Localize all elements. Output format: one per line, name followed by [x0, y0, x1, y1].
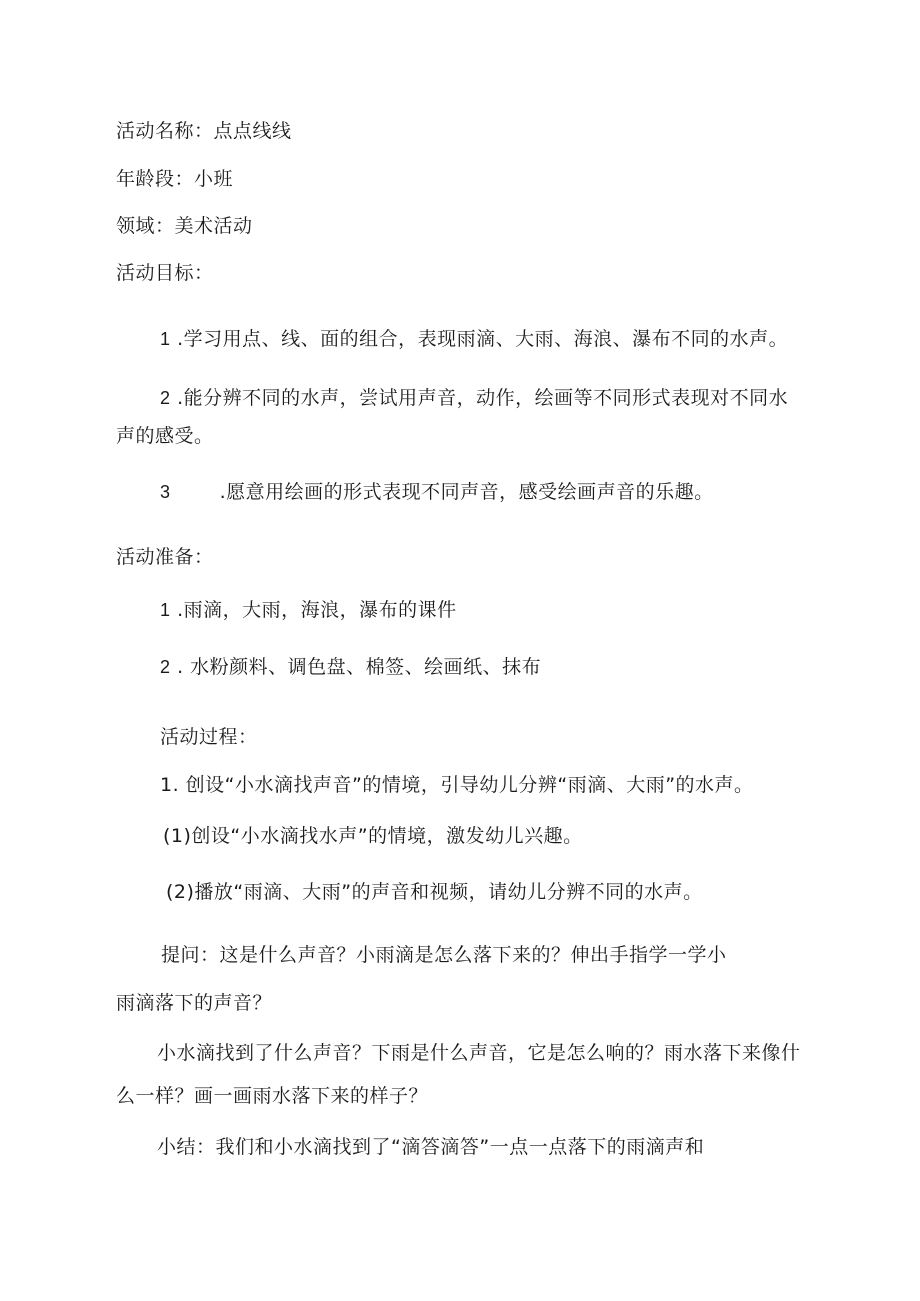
goal-text: .愿意用绘画的形式表现不同声音，感受绘画声音的乐趣。 — [219, 481, 714, 503]
question2-paragraph-line-2: 么一样？画一画雨水落下来的样子？ — [116, 1085, 429, 1107]
activity-name: 活动名称：点点线线 — [116, 120, 292, 142]
process-step-1: 1. 创设“小水滴找声音”的情境，引导幼儿分辨“雨滴、大雨”的水声。 — [160, 774, 754, 796]
goal-item-2-continuation: 声的感受。 — [116, 425, 214, 447]
goal-number: 2 — [160, 388, 171, 408]
activity-domain: 领域：美术活动 — [116, 215, 253, 237]
prep-text: . 水粉颜料、调色盘、棉签、绘画纸、抹布 — [177, 656, 542, 678]
goal-text: .能分辨不同的水声，尝试用声音，动作，绘画等不同形式表现对不同水 — [177, 387, 789, 409]
goals-heading: 活动目标： — [116, 262, 214, 284]
prep-item-1 — [160, 598, 457, 622]
goal-number: 3 — [160, 482, 171, 502]
prep-item-2 — [160, 655, 541, 679]
question-paragraph-line-1: 提问：这是什么声音？小雨滴是怎么落下来的？伸出手指学一学小 — [161, 944, 727, 966]
process-sub-2: (2)播放“雨滴、大雨”的声音和视频，请幼儿分辨不同的水声。 — [166, 881, 703, 903]
prep-heading: 活动准备： — [116, 546, 214, 568]
goal-text: .学习用点、线、面的组合，表现雨滴、大雨、海浪、瀑布不同的水声。 — [177, 328, 789, 350]
goal-number: 1 — [160, 329, 171, 349]
question2-paragraph-line-1: 小水滴找到了什么声音？下雨是什么声音，它是怎么响的？雨水落下来像什 — [157, 1042, 801, 1064]
question-paragraph-line-2: 雨滴落下的声音？ — [116, 992, 273, 1014]
process-sub-1: (1)创设“小水滴找水声”的情境，激发幼儿兴趣。 — [163, 825, 583, 847]
prep-text: .雨滴，大雨，海浪，瀑布的课件 — [177, 599, 457, 621]
process-heading: 活动过程： — [160, 726, 258, 748]
age-group: 年龄段：小班 — [116, 168, 234, 190]
goal-item-3 — [160, 480, 714, 504]
summary-paragraph-line-1: 小结：我们和小水滴找到了“滴答滴答”一点一点落下的雨滴声和 — [157, 1136, 705, 1158]
goal-item-1 — [160, 327, 788, 351]
prep-number: 2 — [160, 657, 171, 677]
goal-item-2 — [160, 386, 788, 410]
prep-number: 1 — [160, 600, 171, 620]
